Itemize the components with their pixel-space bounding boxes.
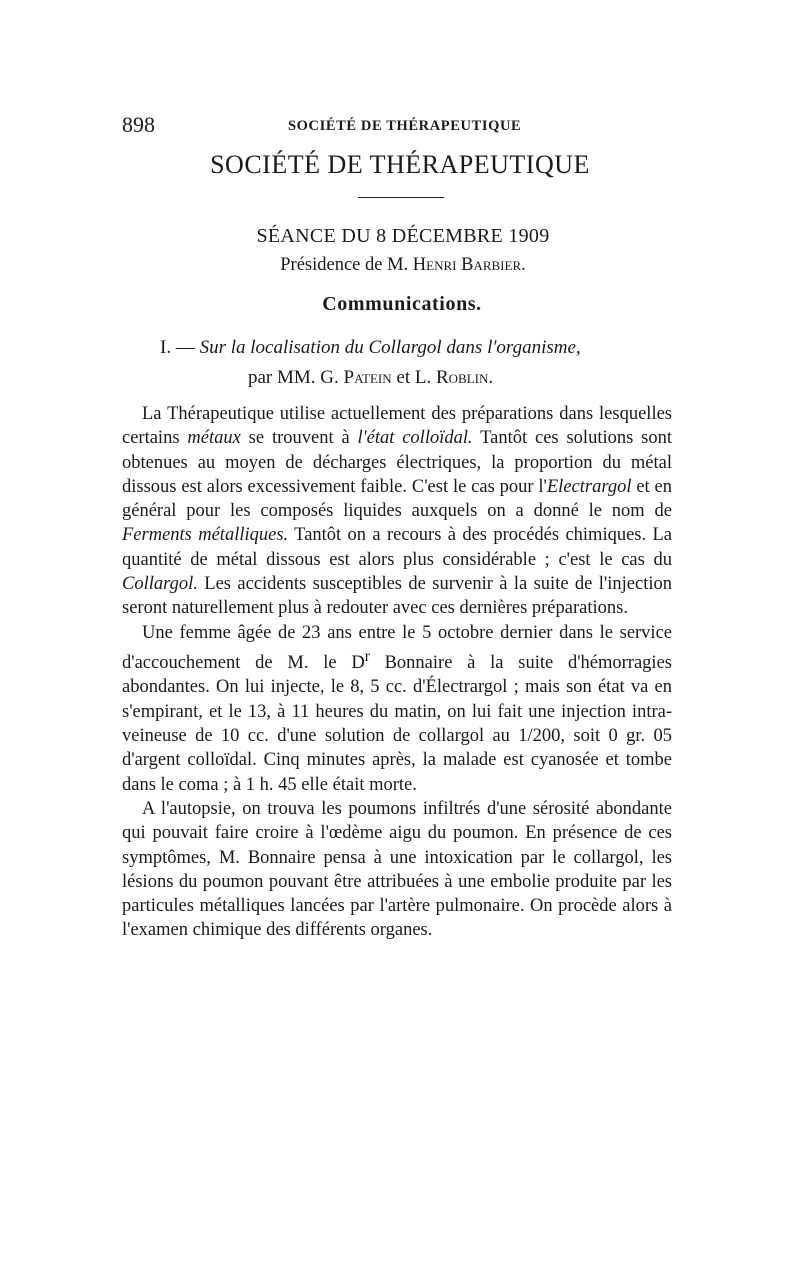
paper-number: I. —: [160, 337, 200, 358]
paragraph-1: [122, 402, 672, 621]
presidence-suffix: .: [521, 255, 526, 275]
article-body: [122, 402, 672, 943]
italic-run: Ferments métalliques.: [122, 525, 289, 546]
author-roblin: Roblin: [435, 367, 489, 388]
text-run: Tantôt on a recours à des procédés chimiques. La quantité de métal dissous est alors plus considérable ; c'est le cas du: [122, 525, 672, 570]
text-run: Bonnaire à la suite d'hémorragies abondantes. On lui injecte, le 8, 5 cc. d'Électrargol ; mais son état va en s'empirant, et le 13, à 11 heures du matin, on lui fait une injection intra-veineuse de 10 cc. d'une solution de collargol au 1/200, soit 0 gr. 05 d'argent colloïdal. Cinq minutes après, la malade est cyanosée et tombe dans le coma ; à 1 h. 45 elle était morte.: [122, 653, 672, 795]
page-number: 898: [122, 112, 155, 137]
authors-mid: et L.: [391, 367, 436, 388]
section-heading: Communications.: [322, 293, 482, 315]
paper-authors: [248, 367, 493, 389]
italic-run: métaux: [187, 428, 241, 449]
running-head: [122, 112, 682, 142]
italic-run: Collargol.: [122, 574, 198, 595]
text-run: Tantôt ces solutions sont obtenues au moyen de décharges électriques, la proportion du métal dissous est alors excessivement faible. C'est le cas pour l': [122, 428, 672, 497]
italic-run: l'état colloïdal.: [357, 428, 473, 449]
presidence-line: [0, 255, 800, 276]
text-run: Les accidents susceptibles de survenir à la suite de l'injection seront naturellement plus à redouter avec ces dernières préparations.: [122, 574, 672, 619]
italic-run: Electrargol: [546, 476, 632, 497]
text-run: Une femme âgée de 23 ans entre le 5 octobre dernier dans le service d'accouchement de M. le D: [122, 622, 672, 674]
presidence-prefix: Présidence de M.: [280, 255, 413, 275]
paragraph-2: [122, 621, 672, 797]
text-run: se trouvent à: [240, 428, 358, 449]
authors-suffix: .: [488, 367, 494, 388]
running-title: SOCIÉTÉ DE THÉRAPEUTIQUE: [288, 118, 522, 134]
president-name: Henri Barbier: [412, 255, 522, 275]
paper-title: [160, 337, 581, 359]
author-patein: Patein: [343, 367, 392, 388]
seance-heading: SÉANCE DU 8 DÉCEMBRE 1909: [256, 225, 550, 247]
superscript-run: r: [364, 647, 370, 665]
text-run: La Thérapeutique utilise actuellement des préparations dans lesquelles certains: [122, 404, 672, 449]
paper-title-text: Sur la localisation du Collargol dans l'organisme,: [199, 337, 581, 358]
journal-title: SOCIÉTÉ DE THÉRAPEUTIQUE: [210, 150, 590, 179]
title-rule: [358, 197, 444, 198]
paragraph-3: A l'autopsie, on trouva les poumons infiltrés d'une sérosité abondante qui pouvait faire croire à l'œdème aigu du poumon. En présence de ces symptômes, M. Bonnaire pensa à une intoxication par le collargol, les lésions du poumon pouvant être attribuées à une embolie produite par les particules métalliques lancées par l'artère pulmonaire. On procède alors à l'examen chimique des différents organes.: [122, 798, 672, 941]
authors-prefix: par MM. G.: [248, 367, 344, 388]
text-run: et en général pour les composés liquides auxquels on a donné le nom de: [122, 476, 673, 522]
